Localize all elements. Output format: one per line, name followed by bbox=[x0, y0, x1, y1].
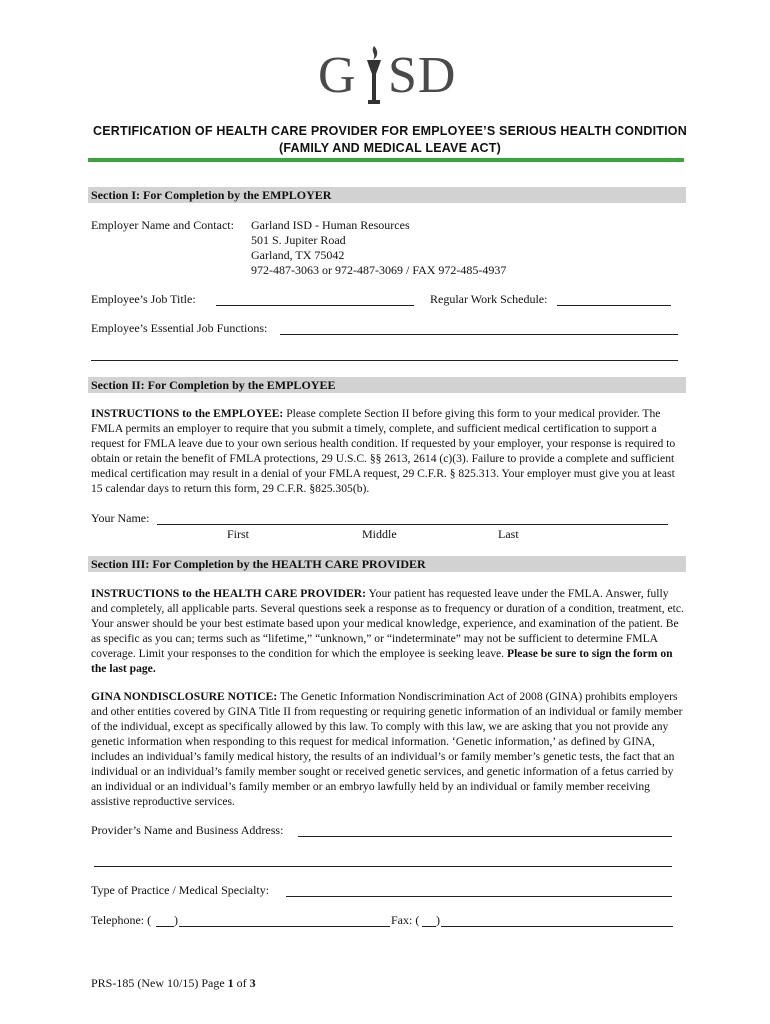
form-title-line2: (FAMILY AND MEDICAL LEAVE ACT) bbox=[279, 141, 501, 155]
provider-name-label: Provider’s Name and Business Address: bbox=[91, 823, 284, 837]
page-total: 3 bbox=[249, 976, 256, 990]
employer-line-3: Garland, TX 75042 bbox=[251, 248, 345, 262]
employee-instructions bbox=[91, 406, 687, 496]
section3-header: Section III: For Completion by the HEALTH CARE PROVIDER bbox=[88, 556, 686, 572]
provider-address-field-line2[interactable] bbox=[94, 866, 672, 867]
form-id: PRS-185 (New 10/15) Page bbox=[91, 976, 228, 990]
fax-area-code-field[interactable] bbox=[422, 926, 436, 927]
sign-form-notice: Please be sure to sign the form on the last page. bbox=[91, 647, 673, 675]
fax-paren-close: ) bbox=[436, 913, 440, 927]
telephone-area-code-field[interactable] bbox=[156, 926, 174, 927]
section2-header: Section II: For Completion by the EMPLOYEE bbox=[88, 377, 686, 393]
gisd-logo bbox=[318, 44, 468, 108]
job-functions-field[interactable] bbox=[280, 334, 678, 335]
logo-letters-left: G bbox=[318, 47, 357, 104]
provider-instructions-text: Your patient has requested leave under the FMLA. Answer, fully and completely, all applicable parts. Several questions seek a response as to frequency or duration of a condition, treatment, etc. Your answer should be your best estimate based upon your medical knowledge, experience, and examination of the patient. Be as specific as you can; terms such as “lifetime,” “unknown,” or “indeterminate” may not be sufficient to determine FMLA coverage. Limit your responses to the condition for which the employee is seeking leave. bbox=[91, 587, 684, 660]
job-title-field[interactable] bbox=[216, 305, 414, 306]
job-title-label: Employee’s Job Title: bbox=[91, 292, 196, 306]
job-functions-label: Employee’s Essential Job Functions: bbox=[91, 321, 268, 335]
gina-notice bbox=[91, 689, 687, 809]
provider-instructions-heading: INSTRUCTIONS to the HEALTH CARE PROVIDER: bbox=[91, 587, 366, 600]
employee-instructions-heading: INSTRUCTIONS to the EMPLOYEE: bbox=[91, 407, 284, 420]
provider-name-field[interactable] bbox=[298, 836, 672, 837]
fax-label: Fax: ( bbox=[391, 913, 420, 927]
torch-icon bbox=[361, 44, 387, 106]
employee-instructions-text: Please complete Section II before giving this form to your medical provider. The FMLA permits an employer to require that you submit a timely, complete, and sufficient medical certification to support a request for FMLA leave due to your own serious health condition. If requested by your employer, your response is required to obtain or retain the benefit of FMLA protections, 29 U.S.C. §§ 2613, 2614 (c)(3). Failure to provide a complete and sufficient medical certification may result in a denial of your FMLA request, 29 C.F.R. § 825.313. Your employer must give you at least 15 calendar days to return this form, 29 C.F.R. §825.305(b). bbox=[91, 407, 676, 495]
your-name-field[interactable] bbox=[157, 524, 668, 525]
provider-instructions bbox=[91, 586, 687, 676]
name-first-caption: First bbox=[227, 527, 250, 541]
gina-notice-heading: GINA NONDISCLOSURE NOTICE: bbox=[91, 690, 278, 703]
employer-line-1: Garland ISD - Human Resources bbox=[251, 218, 410, 232]
work-schedule-label: Regular Work Schedule: bbox=[430, 292, 548, 306]
page-of: of bbox=[233, 976, 250, 990]
practice-type-field[interactable] bbox=[286, 896, 672, 897]
fax-field[interactable] bbox=[441, 926, 673, 927]
employer-line-2: 501 S. Jupiter Road bbox=[251, 233, 346, 247]
your-name-label: Your Name: bbox=[91, 511, 150, 525]
section1-header: Section I: For Completion by the EMPLOYER bbox=[88, 187, 686, 203]
title-divider bbox=[88, 158, 684, 162]
job-functions-field-line2[interactable] bbox=[91, 360, 678, 361]
page-number: 1 bbox=[227, 976, 234, 990]
gina-notice-text: The Genetic Information Nondiscrimination Act of 2008 (GINA) prohibits employers and other entities covered by GINA Title II from requesting or requiring genetic information of an individual or family member of the individual, except as specifically allowed by this law. To comply with this law, we are asking that you not provide any genetic information when responding to this request for medical information. ‘Genetic information,’ as defined by GINA, includes an individual’s family medical history, the results of an individual’s or family member’s genetic tests, the fact that an individual or an individual’s family member sought or received genetic services, and genetic information of a fetus carried by an individual or an individual’s family member or an embryo lawfully held by an individual or family member receiving assistive reproductive services. bbox=[91, 690, 683, 808]
employer-line-4: 972-487-3063 or 972-487-3069 / FAX 972-485-4937 bbox=[251, 263, 507, 277]
work-schedule-field[interactable] bbox=[557, 305, 671, 306]
telephone-paren-close: ) bbox=[174, 913, 178, 927]
telephone-field[interactable] bbox=[179, 926, 390, 927]
form-title-line1: CERTIFICATION OF HEALTH CARE PROVIDER FOR EMPLOYEE’S SERIOUS HEALTH CONDITION bbox=[93, 124, 687, 138]
employer-contact-label: Employer Name and Contact: bbox=[91, 218, 234, 232]
page-footer bbox=[91, 976, 256, 991]
practice-type-label: Type of Practice / Medical Specialty: bbox=[91, 883, 270, 897]
telephone-label: Telephone: ( bbox=[91, 913, 152, 927]
name-last-caption: Last bbox=[498, 527, 519, 541]
logo-letters-right: SD bbox=[388, 47, 457, 104]
name-middle-caption: Middle bbox=[362, 527, 397, 541]
